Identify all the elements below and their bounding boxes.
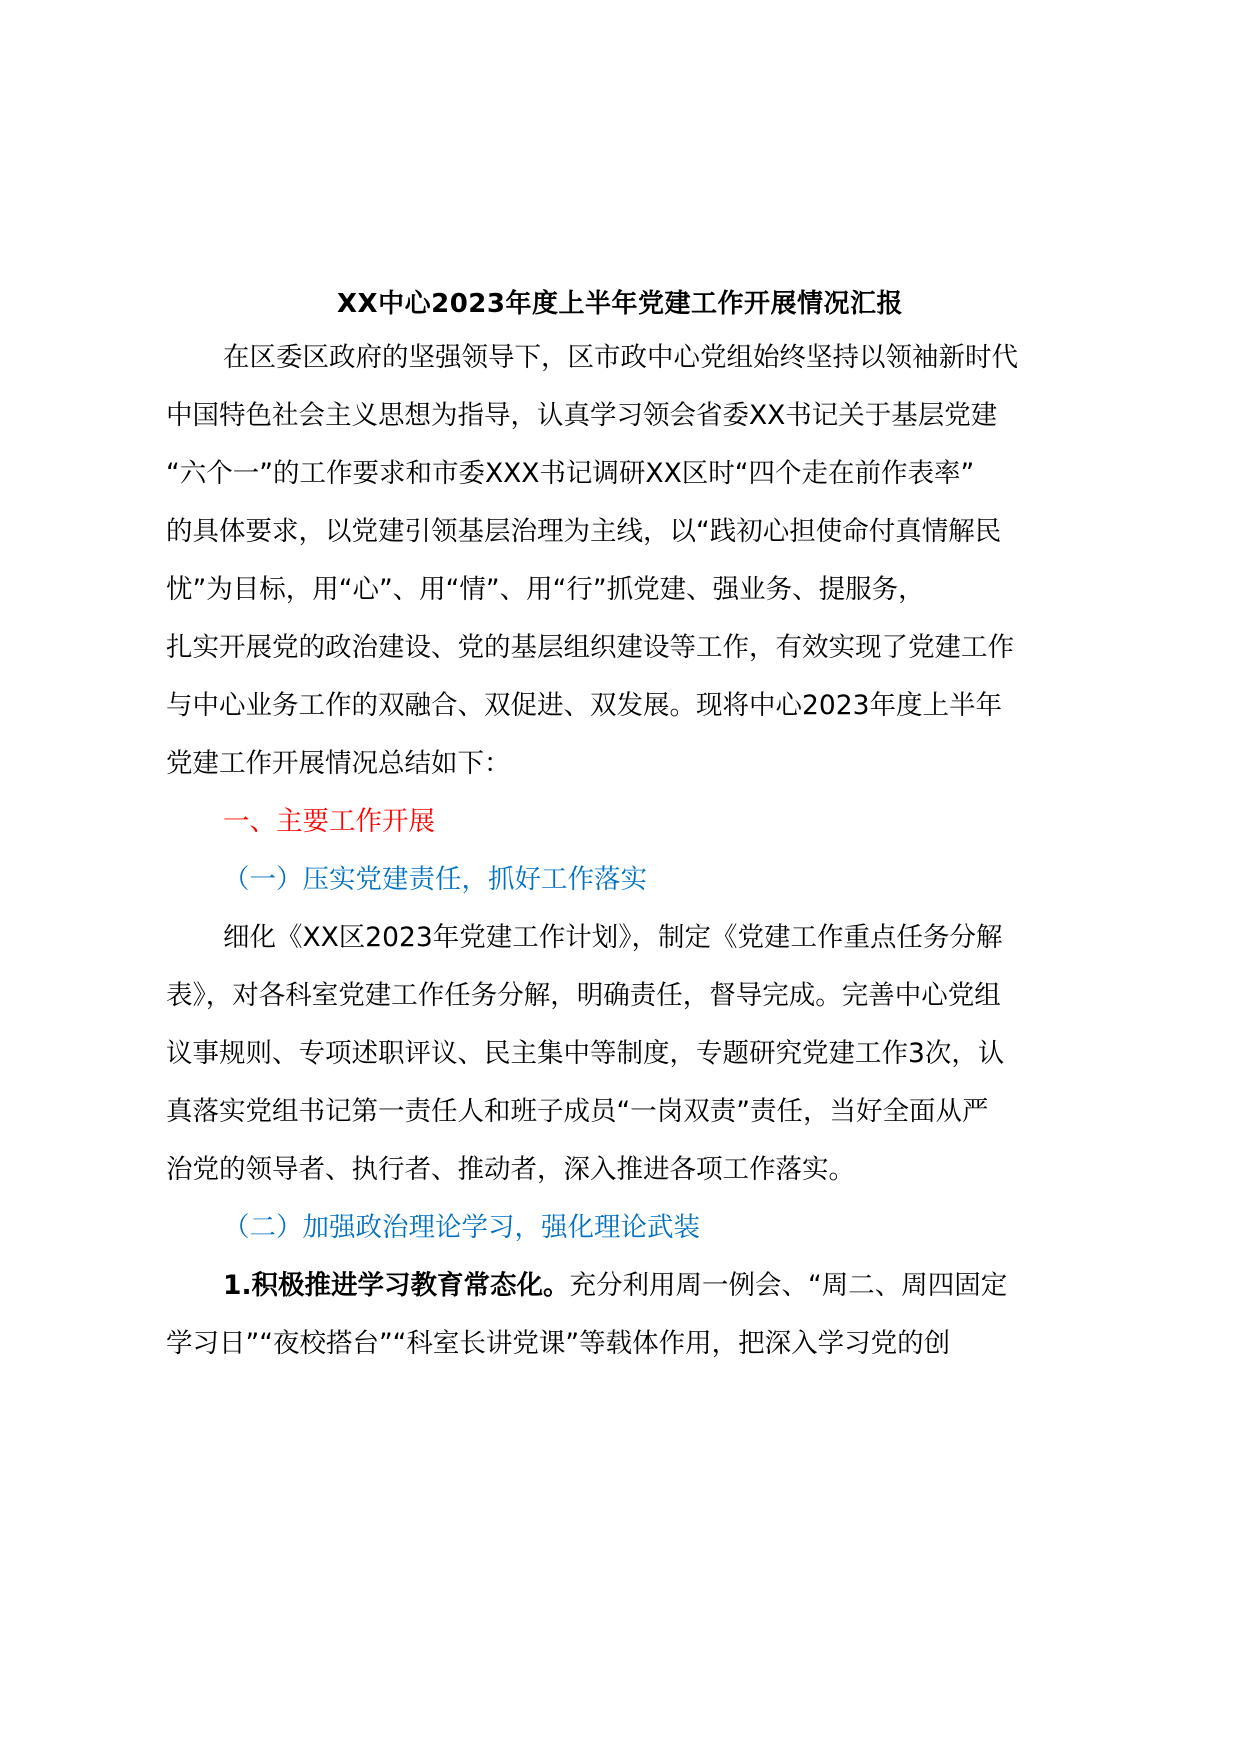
- intro-line-1: 在区委区政府的坚强领导下，区市政中心党组始终坚持以领袖新时代: [223, 342, 1018, 373]
- subsection-1-line-3: 议事规则、专项述职评议、民主集中等制度，专题研究党建工作3次，认: [166, 1038, 1005, 1069]
- item-1-bold-lead: 1.积极推进学习教育常态化。: [223, 1270, 570, 1301]
- intro-line-4: 的具体要求，以党建引领基层治理为主线，以“践初心担使命付真情解民: [166, 516, 1002, 547]
- subsection-1-line-5: 治党的领导者、执行者、推动者，深入推进各项工作落实。: [166, 1154, 855, 1185]
- intro-line-5: 忧”为目标，用“心”、用“情”、用“行”抓党建、强业务、提服务，: [166, 574, 925, 605]
- subsection-1-line-4: 真落实党组书记第一责任人和班子成员“一岗双责”责任，当好全面从严: [166, 1096, 989, 1127]
- subsection-1-line-2: 表》，对各科室党建工作任务分解，明确责任，督导完成。完善中心党组: [166, 980, 1001, 1011]
- item-1-line-2: 学习日”“夜校搭台”“科室长讲党课”等载体作用，把深入学习党的创: [166, 1328, 951, 1359]
- subsection-heading-1: （一）压实党建责任，抓好工作落实: [223, 864, 647, 895]
- section-heading-main-work: 一、主要工作开展: [223, 806, 435, 837]
- intro-line-6: 扎实开展党的政治建设、党的基层组织建设等工作，有效实现了党建工作: [166, 632, 1014, 663]
- intro-line-8: 党建工作开展情况总结如下：: [166, 748, 511, 779]
- subsection-heading-2: （二）加强政治理论学习，强化理论武装: [223, 1212, 700, 1243]
- intro-line-3: “六个一”的工作要求和市委XXX书记调研XX区时“四个走在前作表率”: [166, 458, 975, 489]
- document-title: XX中心2023年度上半年党建工作开展情况汇报: [337, 289, 903, 319]
- item-1-line-1: [223, 1266, 1007, 1306]
- intro-line-2: 中国特色社会主义思想为指导，认真学习领会省委XX书记关于基层党建: [166, 400, 998, 431]
- intro-line-7: 与中心业务工作的双融合、双促进、双发展。现将中心2023年度上半年: [166, 690, 1002, 721]
- subsection-1-line-1: 细化《XX区2023年党建工作计划》，制定《党建工作重点任务分解: [223, 922, 1003, 953]
- item-1-first-rest: 充分利用周一例会、“周二、周四固定: [569, 1270, 1008, 1301]
